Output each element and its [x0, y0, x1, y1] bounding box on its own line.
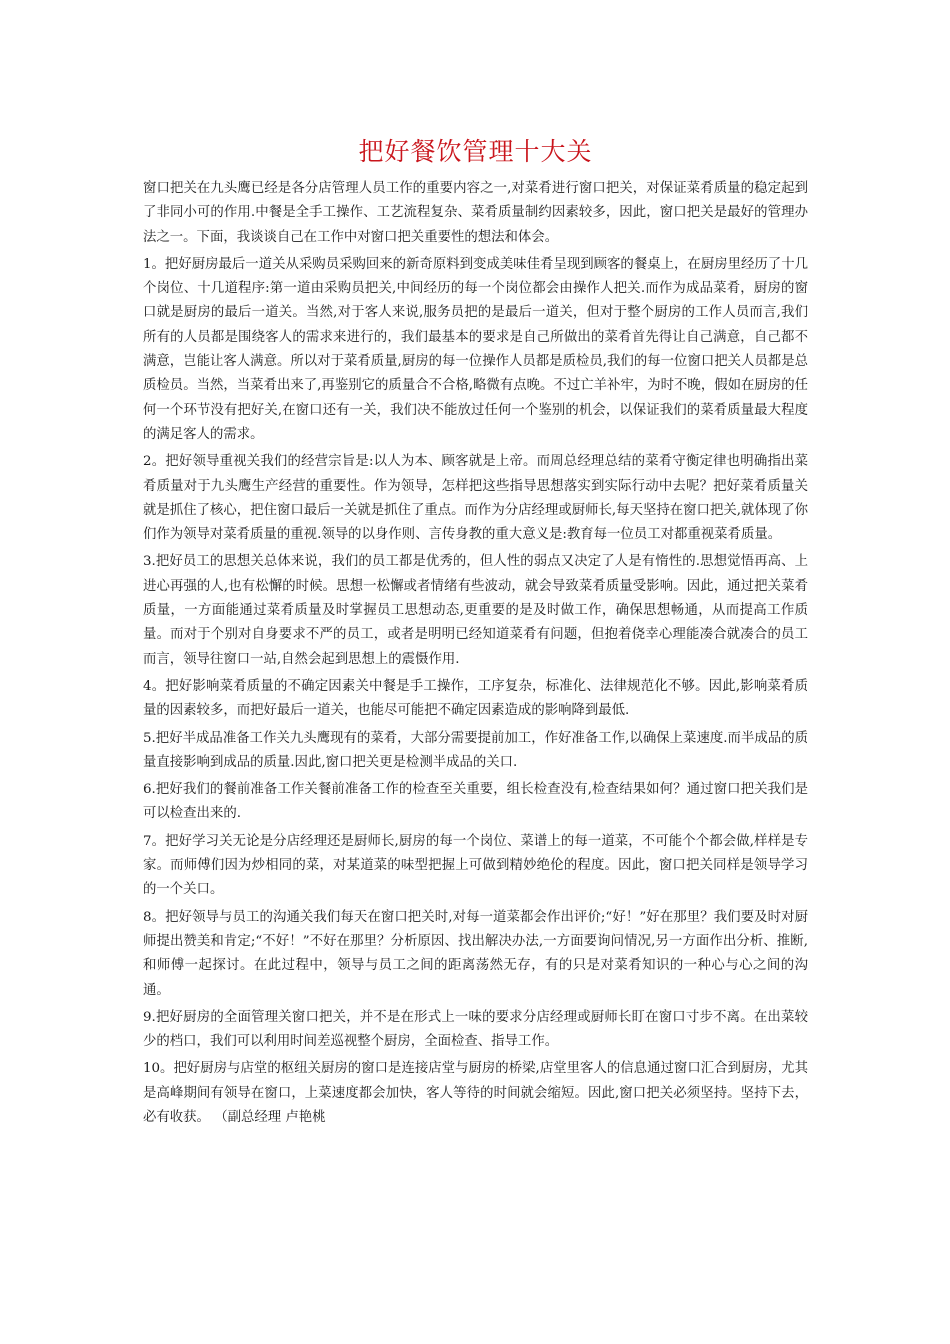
paragraph-8: 8。把好领导与员工的沟通关我们每天在窗口把关时,对每一道菜都会作出评价;“好！”好在那里？我们要及时对厨师提出赞美和肯定;“不好！”不好在那里？分析原因、找出解决办法,一方面要询问情况,另一方面作出分析、推断,和师傅一起探讨。在此过程中，领导与员工之间的距离荡然无存，有的只是对菜肴知识的一种心与心之间的沟通。 [143, 909, 809, 998]
paragraph-intro: 窗口把关在九头鹰已经是各分店管理人员工作的重要内容之一,对菜肴进行窗口把关，对保证菜肴质量的稳定起到了非同小可的作用.中餐是全手工操作、工艺流程复杂、菜肴质量制约因素较多，因此，窗口把关是最好的管理办法之一。下面，我谈谈自己在工作中对窗口把关重要性的想法和体会。 [143, 181, 808, 245]
document-title: 把好餐饮管理十大关 [358, 137, 593, 166]
paragraph-6: 6.把好我们的餐前准备工作关餐前准备工作的检查至关重要，组长检查没有,检查结果如何？通过窗口把关我们是可以检查出来的. [143, 782, 808, 822]
paragraph-2: 2。把好领导重视关我们的经营宗旨是:以人为本、顾客就是上帝。而周总经理总结的菜肴守衡定律也明确指出菜肴质量对于九头鹰生产经营的重要性。作为领导，怎样把这些指导思想落实到实际行动中去呢？把好菜肴质量关就是抓住了核心，把住窗口最后一关就是抓住了重点。而作为分店经理或厨师长,每天坚持在窗口把关,就体现了你们作为领导对菜肴质量的重视.领导的以身作则、言传身教的重大意义是:教育每一位员工对都重视菜肴质量。 [143, 454, 808, 543]
paragraph-9: 9.把好厨房的全面管理关窗口把关，并不是在形式上一味的要求分店经理或厨师长盯在窗口寸步不离。在出菜较少的档口，我们可以利用时间差巡视整个厨房，全面检查、指导工作。 [143, 1009, 808, 1050]
paragraph-10: 10。把好厨房与店堂的枢纽关厨房的窗口是连接店堂与厨房的桥梁,店堂里客人的信息通过窗口汇合到厨房，尤其是高峰期间有领导在窗口，上菜速度都会加快，客人等待的时间就会缩短。因此,窗口把关必须坚持。坚持下去，必有收获。 （副总经理 卢艳桃 [143, 1061, 808, 1125]
paragraph-5: 5.把好半成品准备工作关九头鹰现有的菜肴，大部分需要提前加工，作好准备工作,以确保上菜速度.而半成品的质量直接影响到成品的质量.因此,窗口把关更是检测半成品的关口. [143, 730, 808, 770]
paragraph-4: 4。把好影响菜肴质量的不确定因素关中餐是手工操作，工序复杂，标准化、法律规范化不够。因此,影响菜肴质量的因素较多，而把好最后一道关，也能尽可能把不确定因素造成的影响降到最低. [143, 678, 808, 719]
document-body [143, 177, 808, 1130]
paragraph-3: 3.把好员工的思想关总体来说，我们的员工都是优秀的，但人性的弱点又决定了人是有惰性的.思想觉悟再高、上进心再强的人,也有松懈的时候。思想一松懈或者情绪有些波动，就会导致菜肴质量受影响。因此，通过把关菜肴质量，一方面能通过菜肴质量及时掌握员工思想动态,更重要的是及时做工作，确保思想畅通，从而提高工作质量。而对于个别对自身要求不严的员工，或者是明明已经知道菜肴有问题，但抱着侥幸心理能凑合就凑合的员工而言，领导往窗口一站,自然会起到思想上的震慑作用. [143, 554, 808, 667]
paragraph-1: 1。把好厨房最后一道关从采购员采购回来的新奇原料到变成美味佳肴呈现到顾客的餐桌上，在厨房里经历了十几个岗位、十几道程序:第一道由采购员把关,中间经历的每一个岗位都会由操作人把关.而作为成品菜肴，厨房的窗口就是厨房的最后一道关。当然,对于客人来说,服务员把的是最后一道关，但对于整个厨房的工作人员而言,我们所有的人员都是围绕客人的需求来进行的，我们最基本的要求是自己所做出的菜肴首先得让自己满意，自己都不满意，岂能让客人满意。所以对于菜肴质量,厨房的每一位操作人员都是质检员,我们的每一位窗口把关人员都是总质检员。当然，当菜肴出来了,再鉴别它的质量合不合格,略微有点晚。不过亡羊补牢，为时不晚，假如在厨房的任何一个环节没有把好关,在窗口还有一关，我们决不能放过任何一个鉴别的机会，以保证我们的菜肴质量最大程度的满足客人的需求。 [143, 256, 808, 442]
paragraph-7: 7。把好学习关无论是分店经理还是厨师长,厨房的每一个岗位、菜谱上的每一道菜，不可能个个都会做,样样是专家。而师傅们因为炒相同的菜，对某道菜的味型把握上可做到精妙绝伦的程度。因此，窗口把关同样是领导学习的一个关口。 [143, 833, 808, 898]
